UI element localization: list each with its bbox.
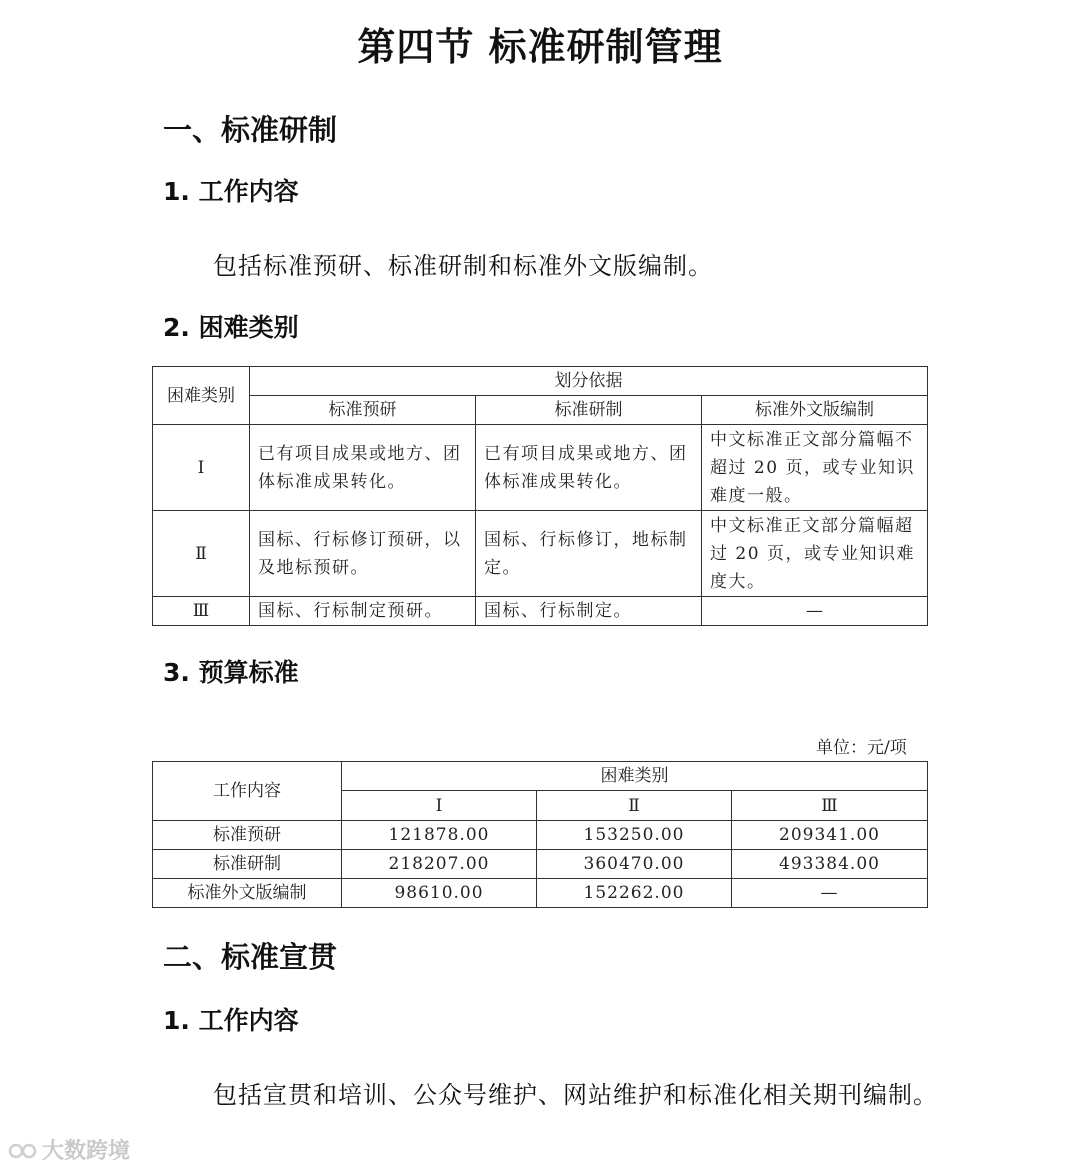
column-header: Ⅲ xyxy=(732,791,928,821)
watermark-text: 大数跨境 xyxy=(42,1139,131,1164)
table-cell: — xyxy=(732,879,928,908)
table-group-header: 困难类别 xyxy=(342,762,928,791)
table-group-header: 划分依据 xyxy=(250,367,928,396)
row-level: Ⅱ xyxy=(153,511,250,597)
section2-sub1-text: 包括宣贯和培训、公众号维护、网站维护和标准化相关期刊编制。 xyxy=(213,1081,938,1109)
page-title: 第四节 标准研制管理 xyxy=(357,25,723,69)
table-cell: 国标、行标制定预研。 xyxy=(250,597,476,626)
table-cell: 中文标准正文部分篇幅不超过 20 页，或专业知识难度一般。 xyxy=(702,425,928,511)
table-cell: 国标、行标修订，地标制定。 xyxy=(476,511,702,597)
column-header: Ⅰ xyxy=(342,791,537,821)
table-cell: 218207.00 xyxy=(342,850,537,879)
section1-sub3-heading: 3. 预算标准 xyxy=(163,658,299,687)
table-cell: 121878.00 xyxy=(342,821,537,850)
table-cell: 152262.00 xyxy=(537,879,732,908)
table-cell: 国标、行标修订预研，以及地标预研。 xyxy=(250,511,476,597)
table-cell: 493384.00 xyxy=(732,850,928,879)
table-corner: 困难类别 xyxy=(153,367,250,425)
section2-heading: 二、标准宣贯 xyxy=(163,940,338,974)
section1-sub2-heading: 2. 困难类别 xyxy=(163,313,299,342)
table-corner: 工作内容 xyxy=(153,762,342,821)
table-cell: 209341.00 xyxy=(732,821,928,850)
column-header: 标准预研 xyxy=(250,396,476,425)
table-cell: 360470.00 xyxy=(537,850,732,879)
column-header: Ⅱ xyxy=(537,791,732,821)
watermark xyxy=(8,1134,130,1165)
row-name: 标准外文版编制 xyxy=(153,879,342,908)
section1-sub1-heading: 1. 工作内容 xyxy=(163,177,299,206)
budget-table xyxy=(152,761,928,908)
row-name: 标准研制 xyxy=(153,850,342,879)
section1-sub1-text: 包括标准预研、标准研制和标准外文版编制。 xyxy=(213,252,713,280)
table-cell: 中文标准正文部分篇幅超过 20 页，或专业知识难度大。 xyxy=(702,511,928,597)
column-header: 标准研制 xyxy=(476,396,702,425)
unit-label: 单位：元/项 xyxy=(816,738,907,758)
section1-heading: 一、标准研制 xyxy=(163,113,338,147)
row-level: Ⅲ xyxy=(153,597,250,626)
table-cell: 已有项目成果或地方、团体标准成果转化。 xyxy=(476,425,702,511)
table-cell: 153250.00 xyxy=(537,821,732,850)
row-name: 标准预研 xyxy=(153,821,342,850)
row-level: Ⅰ xyxy=(153,425,250,511)
table-cell: 98610.00 xyxy=(342,879,537,908)
section2-sub1-heading: 1. 工作内容 xyxy=(163,1006,299,1035)
table-cell: 国标、行标制定。 xyxy=(476,597,702,626)
watermark-logo-icon xyxy=(8,1139,38,1161)
difficulty-table xyxy=(152,366,928,626)
column-header: 标准外文版编制 xyxy=(702,396,928,425)
table-cell: 已有项目成果或地方、团体标准成果转化。 xyxy=(250,425,476,511)
table-cell: — xyxy=(702,597,928,626)
